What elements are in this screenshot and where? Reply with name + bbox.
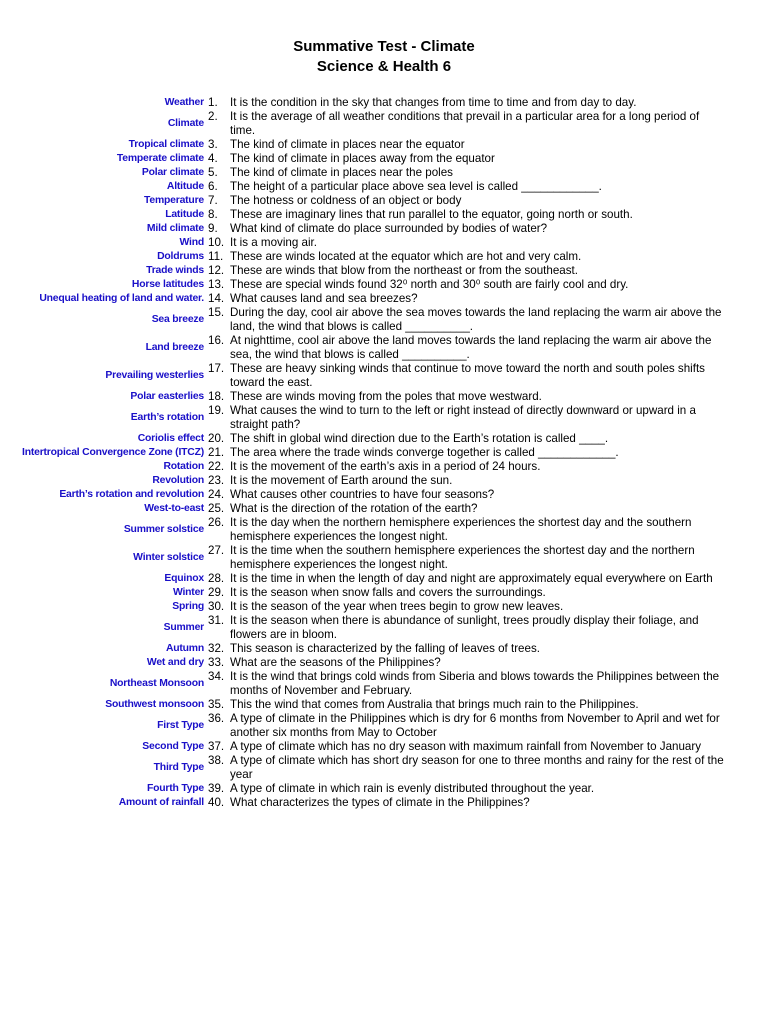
question-number: 5. xyxy=(208,166,218,179)
question-number: 19. xyxy=(208,404,225,417)
question-number: 3. xyxy=(208,138,218,151)
question-text: These are imaginary lines that run parallel to the equator, going north or south. xyxy=(230,208,633,221)
question-text: It is the time in when the length of day and night are approximately equal everywhere on Earth xyxy=(230,572,713,585)
question-row xyxy=(0,516,768,544)
question-row xyxy=(0,600,768,614)
question-text: The kind of climate in places near the poles xyxy=(230,166,453,179)
question-number: 30. xyxy=(208,600,225,613)
question-number: 25. xyxy=(208,502,225,515)
question-text: What characterizes the types of climate in the Philippines? xyxy=(230,796,530,809)
answer-label: Sea breeze xyxy=(151,313,204,325)
question-row xyxy=(0,796,768,810)
question-row xyxy=(0,278,768,292)
question-row xyxy=(0,404,768,432)
answer-label: Summer xyxy=(163,621,204,633)
question-text: The area where the trade winds converge together is called ____________. xyxy=(230,446,619,459)
answer-label: Second Type xyxy=(142,740,204,752)
question-row xyxy=(0,432,768,446)
question-row xyxy=(0,488,768,502)
question-number: 4. xyxy=(208,152,218,165)
answer-label: Temperate climate xyxy=(116,152,204,164)
question-number: 27. xyxy=(208,544,225,557)
answer-label: Land breeze xyxy=(145,341,204,353)
question-row xyxy=(0,572,768,586)
question-number: 38. xyxy=(208,754,225,767)
question-number: 18. xyxy=(208,390,225,403)
question-text: The kind of climate in places near the equator xyxy=(230,138,465,151)
question-row xyxy=(0,306,768,334)
answer-label: Mild climate xyxy=(146,222,204,234)
question-text: At nighttime, cool air above the land moves towards the land replacing the warm air above the sea, the wind that blows is called __________. xyxy=(230,334,715,361)
question-text: These are special winds found 32⁰ north and 30⁰ south are fairly cool and dry. xyxy=(230,278,629,291)
question-row xyxy=(0,152,768,166)
question-number: 28. xyxy=(208,572,225,585)
question-number: 20. xyxy=(208,432,225,445)
question-row xyxy=(0,740,768,754)
page-subtitle: Science & Health 6 xyxy=(316,58,452,75)
question-row xyxy=(0,180,768,194)
question-number: 35. xyxy=(208,698,225,711)
answer-label: Trade winds xyxy=(146,264,204,276)
question-number: 26. xyxy=(208,516,225,529)
question-text: It is the time when the southern hemisphere experiences the shortest day and the northern hemisphere experiences the longest night. xyxy=(230,544,698,571)
question-text: This season is characterized by the falling of leaves of trees. xyxy=(230,642,540,655)
answer-label: Polar easterlies xyxy=(130,390,204,402)
answer-label: Latitude xyxy=(165,208,204,220)
question-number: 16. xyxy=(208,334,225,347)
answer-label: Equinox xyxy=(164,572,204,584)
question-number: 29. xyxy=(208,586,225,599)
question-text: It is the movement of the earth’s axis in a period of 24 hours. xyxy=(230,460,541,473)
question-number: 23. xyxy=(208,474,225,487)
question-number: 24. xyxy=(208,488,225,501)
question-number: 34. xyxy=(208,670,225,683)
answer-label: Altitude xyxy=(166,180,204,192)
answer-label: Temperature xyxy=(144,194,204,206)
answer-label: Third Type xyxy=(153,761,204,773)
question-number: 32. xyxy=(208,642,225,655)
answer-label: Wet and dry xyxy=(146,656,204,668)
question-row xyxy=(0,138,768,152)
question-row xyxy=(0,614,768,642)
question-row xyxy=(0,250,768,264)
question-row xyxy=(0,194,768,208)
question-row xyxy=(0,110,768,138)
question-text: A type of climate in the Philippines which is dry for 6 months from November to April and wet for another six months from May to October xyxy=(230,712,723,739)
question-row xyxy=(0,474,768,488)
answer-label: Revolution xyxy=(152,474,204,486)
question-number: 36. xyxy=(208,712,225,725)
question-text: During the day, cool air above the sea moves towards the land replacing the warm air above the land, the wind that blows is called __________. xyxy=(230,306,725,333)
answer-label: Earth’s rotation and revolution xyxy=(59,488,204,500)
question-number: 37. xyxy=(208,740,225,753)
answer-label: Southwest monsoon xyxy=(105,698,204,710)
question-number: 11. xyxy=(208,250,224,263)
question-number: 1. xyxy=(208,96,218,109)
answer-label: Winter solstice xyxy=(133,551,204,563)
question-number: 12. xyxy=(208,264,225,277)
question-text: A type of climate which has short dry season for one to three months and rainy for the rest of the year xyxy=(230,754,727,781)
answer-label: Prevailing westerlies xyxy=(105,369,204,381)
question-number: 39. xyxy=(208,782,225,795)
question-row xyxy=(0,390,768,404)
answer-label: Intertropical Convergence Zone (ITCZ) xyxy=(22,446,204,458)
answer-label: First Type xyxy=(157,719,204,731)
question-text: What causes other countries to have four seasons? xyxy=(230,488,495,501)
question-row xyxy=(0,222,768,236)
answer-label: Amount of rainfall xyxy=(118,796,204,808)
question-text: These are winds that blow from the northeast or from the southeast. xyxy=(230,264,578,277)
question-number: 22. xyxy=(208,460,225,473)
question-number: 2. xyxy=(208,110,218,123)
answer-label: Rotation xyxy=(163,460,204,472)
question-row xyxy=(0,642,768,656)
question-number: 7. xyxy=(208,194,218,207)
question-row xyxy=(0,166,768,180)
question-row xyxy=(0,670,768,698)
question-row xyxy=(0,502,768,516)
question-row xyxy=(0,334,768,362)
question-text: The hotness or coldness of an object or body xyxy=(230,194,462,207)
answer-label: Weather xyxy=(164,96,204,108)
question-row xyxy=(0,460,768,474)
question-row xyxy=(0,586,768,600)
question-text: It is the condition in the sky that changes from time to time and from day to day. xyxy=(230,96,637,109)
page-title: Summative Test - Climate xyxy=(293,38,475,55)
answer-label: Northeast Monsoon xyxy=(109,677,204,689)
question-text: It is the day when the northern hemisphere experiences the shortest day and the southern hemisphere experiences the longest night. xyxy=(230,516,695,543)
question-row xyxy=(0,544,768,572)
question-number: 15. xyxy=(208,306,225,319)
question-row xyxy=(0,754,768,782)
question-row xyxy=(0,264,768,278)
answer-label: Winter xyxy=(172,586,204,598)
question-row xyxy=(0,698,768,712)
question-text: The shift in global wind direction due to the Earth’s rotation is called ____. xyxy=(230,432,609,445)
question-text: These are winds located at the equator which are hot and very calm. xyxy=(230,250,582,263)
answer-label: West-to-east xyxy=(144,502,204,514)
answer-label: Summer solstice xyxy=(123,523,204,535)
question-row xyxy=(0,782,768,796)
question-number: 10. xyxy=(208,236,225,249)
question-text: The height of a particular place above sea level is called ____________. xyxy=(230,180,602,193)
question-number: 6. xyxy=(208,180,218,193)
question-row xyxy=(0,96,768,110)
answer-label: Tropical climate xyxy=(128,138,204,150)
question-row xyxy=(0,292,768,306)
answer-label: Wind xyxy=(179,236,204,248)
question-text: It is the season of the year when trees begin to grow new leaves. xyxy=(230,600,564,613)
question-text: A type of climate which has no dry season with maximum rainfall from November to January xyxy=(230,740,702,753)
question-text: This the wind that comes from Australia that brings much rain to the Philippines. xyxy=(230,698,639,711)
question-list xyxy=(0,96,768,810)
question-row xyxy=(0,236,768,250)
question-row xyxy=(0,446,768,460)
question-text: These are winds moving from the poles that move westward. xyxy=(230,390,542,403)
question-text: It is the movement of Earth around the sun. xyxy=(230,474,453,487)
question-number: 31. xyxy=(208,614,225,627)
answer-label: Autumn xyxy=(165,642,204,654)
answer-label: Spring xyxy=(172,600,204,612)
answer-label: Coriolis effect xyxy=(137,432,204,444)
answer-label: Unequal heating of land and water. xyxy=(39,292,204,304)
question-text: A type of climate in which rain is evenly distributed throughout the year. xyxy=(230,782,595,795)
header xyxy=(0,37,768,77)
question-text: It is a moving air. xyxy=(230,236,317,249)
question-number: 13. xyxy=(208,278,225,291)
answer-label: Polar climate xyxy=(141,166,204,178)
question-row xyxy=(0,208,768,222)
question-text: What kind of climate do place surrounded by bodies of water? xyxy=(230,222,548,235)
question-text: It is the wind that brings cold winds from Siberia and blows towards the Philippines between the months of November and February. xyxy=(230,670,723,697)
answer-label: Horse latitudes xyxy=(131,278,204,290)
question-number: 33. xyxy=(208,656,225,669)
question-row xyxy=(0,362,768,390)
question-text: It is the average of all weather conditions that prevail in a particular area for a long period of time. xyxy=(230,110,703,137)
question-number: 21. xyxy=(208,446,225,459)
question-text: The kind of climate in places away from the equator xyxy=(230,152,495,165)
question-number: 40. xyxy=(208,796,225,809)
answer-label: Fourth Type xyxy=(146,782,204,794)
question-number: 17. xyxy=(208,362,225,375)
answer-label: Earth’s rotation xyxy=(130,411,204,423)
answer-label: Climate xyxy=(167,117,204,129)
question-row xyxy=(0,712,768,740)
answer-label: Doldrums xyxy=(157,250,204,262)
question-text: What causes the wind to turn to the left or right instead of directly downward or upward in a straight path? xyxy=(230,404,700,431)
question-text: What are the seasons of the Philippines? xyxy=(230,656,441,669)
question-number: 14. xyxy=(208,292,225,305)
question-text: What is the direction of the rotation of the earth? xyxy=(230,502,478,515)
question-number: 8. xyxy=(208,208,218,221)
question-number: 9. xyxy=(208,222,218,235)
question-row xyxy=(0,656,768,670)
question-text: It is the season when there is abundance of sunlight, trees proudly display their foliage, and flowers are in bloom. xyxy=(230,614,702,641)
question-text: It is the season when snow falls and covers the surroundings. xyxy=(230,586,546,599)
question-text: These are heavy sinking winds that continue to move toward the north and south poles shifts toward the east. xyxy=(230,362,709,389)
question-text: What causes land and sea breezes? xyxy=(230,292,418,305)
